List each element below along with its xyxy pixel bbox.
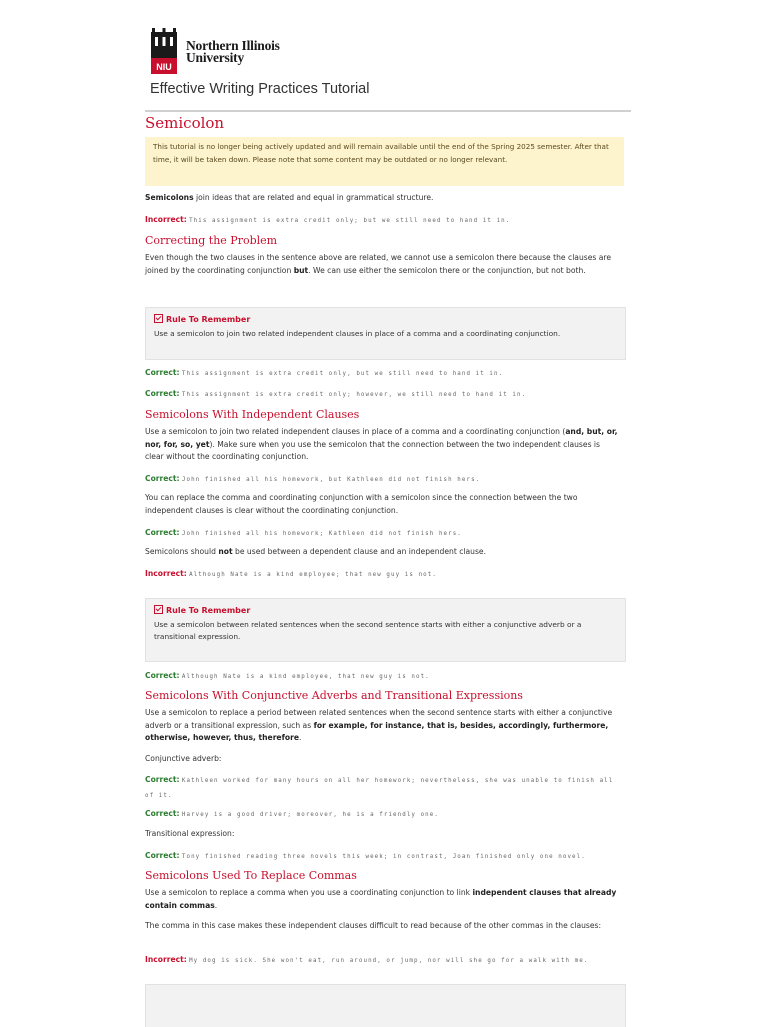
correct-label: Correct: <box>145 474 180 483</box>
incorrect-label: Incorrect: <box>145 215 187 224</box>
rule-box <box>145 307 626 360</box>
checkbox-icon <box>154 314 163 323</box>
example-correct <box>145 773 621 803</box>
subsection-label: Conjunctive adverb: <box>145 754 222 763</box>
rule-title-text: Rule To Remember <box>166 606 251 615</box>
example-text: This assignment is extra credit only; but we still need to hand it in. <box>189 218 511 224</box>
example-correct <box>145 387 621 402</box>
incorrect-label: Incorrect: <box>145 955 187 964</box>
correct-label: Correct: <box>145 809 180 818</box>
example-correct <box>145 526 621 541</box>
rule-title <box>154 314 617 326</box>
correct-label: Correct: <box>145 775 180 784</box>
section-paragraph <box>145 707 621 745</box>
section-paragraph: You can replace the comma and coordinating conjunction with a semicolon since the connection between the two independent clauses is clear without the coordinating conjunction. <box>145 493 578 515</box>
section-heading: Semicolons With Conjunctive Adverbs and Transitional Expressions <box>145 689 523 702</box>
rule-title <box>154 605 617 617</box>
example-text: This assignment is extra credit only; however, we still need to hand it in. <box>181 392 527 398</box>
example-text: John finished all his homework, but Kathleen did not finish hers. <box>181 477 481 483</box>
section-paragraph <box>145 546 621 559</box>
example-text: Although Nate is a kind employee, that new guy is not. <box>181 674 430 680</box>
example-incorrect <box>145 953 621 968</box>
subsection-label: Transitional expression: <box>145 829 235 838</box>
example-text: My dog is sick. She won't eat, run around, or jump, nor will she go for a walk with me. <box>189 958 589 964</box>
example-text: This assignment is extra credit only, but we still need to hand it in. <box>181 371 504 377</box>
example-correct <box>145 669 621 684</box>
header-divider <box>145 110 631 112</box>
text-run: Semicolons should <box>145 547 219 556</box>
example-text: Kathleen worked for many hours on all her homework; nevertheless, she was unable to finish all of it. <box>145 778 614 799</box>
section-heading: Correcting the Problem <box>145 234 278 247</box>
incorrect-label: Incorrect: <box>145 569 187 578</box>
text-run: ). Make sure when you use the semicolon that the connection between the two independent clauses is clear without the coordinating conjunction. <box>145 439 601 462</box>
niu-logo-icon <box>150 28 178 74</box>
bold-run: but <box>293 265 309 275</box>
text-run: Even though the two clauses in the sentence above are related, we cannot use a semicolon there because the clauses are joined by the coordinating conjunction <box>145 253 612 275</box>
text-run: Use a semicolon to replace a comma when you use a coordinating conjunction to link <box>145 888 473 897</box>
correct-label: Correct: <box>145 528 180 537</box>
text-run: . We can use either the semicolon there or the conjunction, but not both. <box>308 265 586 275</box>
example-text: John finished all his homework; Kathleen did not finish hers. <box>181 531 462 537</box>
rule-box-partial <box>145 984 626 1027</box>
example-correct <box>145 807 621 822</box>
text-run: Use a semicolon to replace a period between related sentences when the second sentence starts with either a conjunctive adverb or a transitional expression, such as <box>145 708 613 730</box>
example-correct <box>145 366 621 381</box>
bold-run: and, but, or, nor, for, so, yet <box>145 427 618 449</box>
section-paragraph <box>145 887 621 912</box>
text-run: be used between a dependent clause and an independent clause. <box>232 547 486 556</box>
bold-run: not <box>218 547 233 556</box>
bold-run: for example, for instance, that is, besides, accordingly, furthermore, otherwise, however, thus, therefore <box>145 720 609 743</box>
example-correct <box>145 849 621 864</box>
site-title[interactable]: Effective Writing Practices Tutorial <box>150 81 370 97</box>
rule-box <box>145 598 626 662</box>
bold-run: independent clauses that already contain commas <box>145 888 617 910</box>
university-name-line2: University <box>186 50 244 65</box>
correct-label: Correct: <box>145 851 180 860</box>
university-brand[interactable] <box>150 28 630 78</box>
checkbox-icon <box>154 605 163 614</box>
section-paragraph <box>145 426 621 464</box>
text-run: . <box>214 900 218 910</box>
text-run: . <box>299 733 302 743</box>
example-text: Although Nate is a kind employee; that new guy is not. <box>189 572 437 578</box>
example-incorrect <box>145 213 621 228</box>
example-text: Harvey is a good driver; moreover, he is a friendly one. <box>181 812 439 818</box>
rule-title-text: Rule To Remember <box>166 315 251 324</box>
correct-label: Correct: <box>145 368 180 377</box>
deprecation-notice: This tutorial is no longer being actively updated and will remain available until the end of the Spring 2025 semester. After that time, it will be taken down. Please note that some content may be outdated or no longer relevant. <box>145 137 624 186</box>
page-title: Semicolon <box>145 114 225 132</box>
example-text: Tony finished reading three novels this week; in contrast, Joan finished only one novel. <box>181 854 586 860</box>
example-incorrect <box>145 567 621 582</box>
intro-paragraph <box>145 192 621 205</box>
section-heading: Semicolons With Independent Clauses <box>145 408 360 421</box>
section-paragraph: The comma in this case makes these independent clauses difficult to read because of the other commas in the clauses: <box>145 921 602 930</box>
university-name-line1: Northern Illinois <box>186 38 280 53</box>
university-name <box>186 40 280 64</box>
example-correct <box>145 472 621 487</box>
intro-bold: Semicolons <box>145 193 194 202</box>
rule-body: Use a semicolon to join two related independent clauses in place of a comma and a coordinating conjunction. <box>154 329 561 338</box>
section-heading: Semicolons Used To Replace Commas <box>145 869 357 882</box>
rule-body: Use a semicolon between related sentences when the second sentence starts with either a conjunctive adverb or a transitional expression. <box>154 620 582 642</box>
correct-label: Correct: <box>145 671 180 680</box>
text-run: Use a semicolon to join two related independent clauses in place of a comma and a coordinating conjunction ( <box>145 427 566 436</box>
intro-text: join ideas that are related and equal in grammatical structure. <box>193 193 434 202</box>
correct-label: Correct: <box>145 389 180 398</box>
section-paragraph <box>145 252 621 277</box>
logo-abbrev: NIU <box>156 62 172 72</box>
